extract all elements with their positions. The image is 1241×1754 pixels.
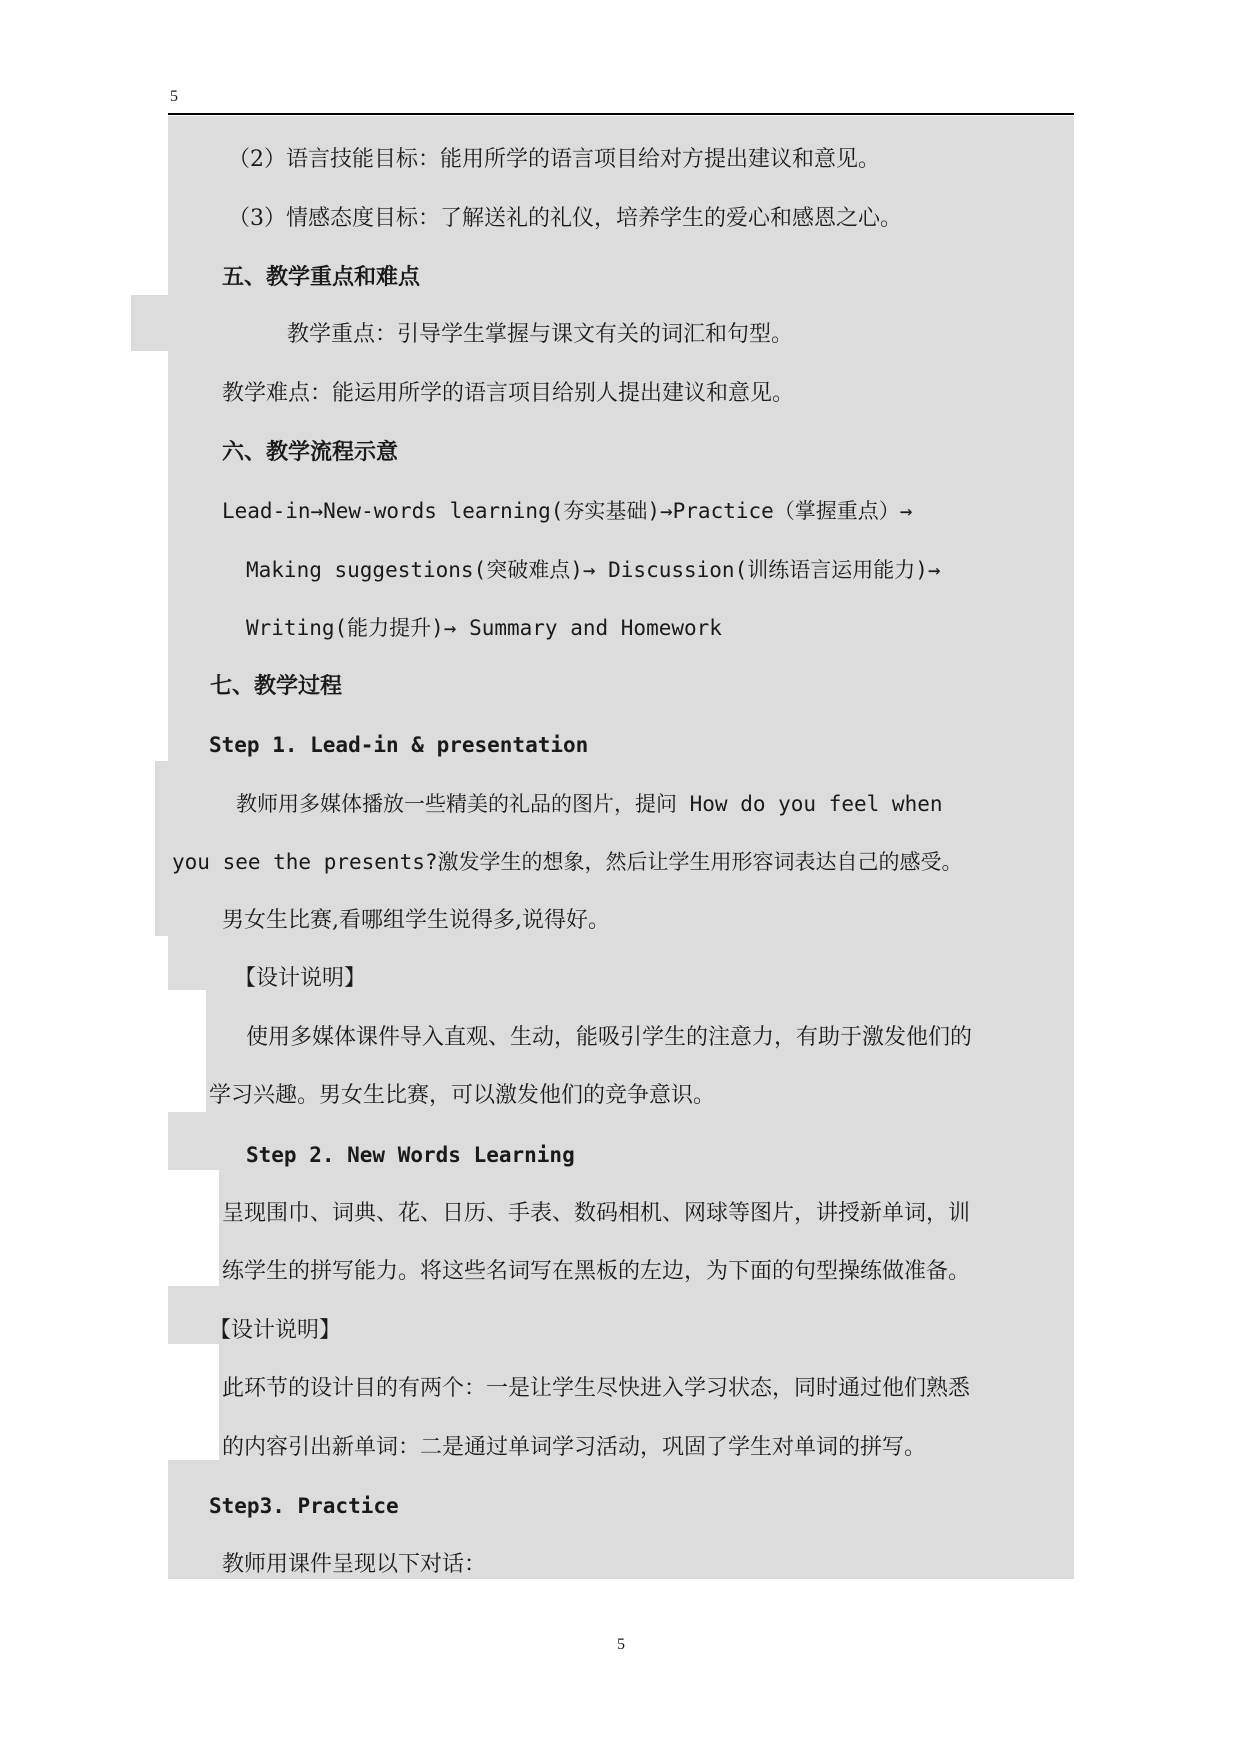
step1-paragraph-line-1: 教师用多媒体播放一些精美的礼品的图片，提问 How do you feel when (236, 792, 943, 816)
design-note-1-line-2: 学习兴趣。男女生比赛，可以激发他们的竞争意识。 (209, 1083, 716, 1108)
step2-paragraph-line-2: 练学生的拼写能力。将这些名词写在黑板的左边，为下面的句型操练做准备。 (222, 1259, 971, 1284)
step1-title: Step 1. Lead-in & presentation (209, 733, 589, 757)
header-rule (168, 113, 1074, 115)
flow-line-2: Making suggestions(突破难点)→ Discussion(训练语言运用能力)→ (246, 558, 941, 582)
design-note-heading-1: 【设计说明】 (234, 966, 367, 991)
section-heading-6: 六、教学流程示意 (222, 439, 399, 465)
objective-emotion: （3）情感态度目标：了解送礼的礼仪，培养学生的爱心和感恩之心。 (228, 206, 902, 231)
section-heading-5: 五、教学重点和难点 (222, 264, 421, 290)
design-note-2-line-1: 此环节的设计目的有两个：一是让学生尽快进入学习状态，同时通过他们熟悉 (222, 1376, 971, 1401)
step3-title: Step3. Practice (209, 1494, 399, 1518)
step3-paragraph-line-1: 教师用课件呈现以下对话： (222, 1552, 487, 1577)
design-note-2-line-2: 的内容引出新单词：二是通过单词学习活动，巩固了学生对单词的拼写。 (222, 1435, 927, 1460)
step1-paragraph-line-3: 男女生比赛,看哪组学生说得多,说得好。 (222, 908, 610, 933)
header-page-number: 5 (170, 88, 178, 105)
section-heading-7: 七、教学过程 (210, 673, 343, 699)
design-note-1-line-1: 使用多媒体课件导入直观、生动，能吸引学生的注意力，有助于激发他们的 (246, 1025, 973, 1050)
objective-language-skill: （2）语言技能目标：能用所学的语言项目给对方提出建议和意见。 (228, 147, 880, 172)
key-point-text: 教学重点：引导学生掌握与课文有关的词汇和句型。 (287, 322, 794, 347)
flow-line-3: Writing(能力提升)→ Summary and Homework (246, 616, 722, 640)
step2-title: Step 2. New Words Learning (246, 1143, 575, 1167)
design-note-heading-2: 【设计说明】 (209, 1318, 342, 1343)
difficult-point-text: 教学难点：能运用所学的语言项目给别人提出建议和意见。 (222, 381, 795, 406)
flow-line-1: Lead-in→New-words learning(夯实基础)→Practice（掌握重点）→ (222, 499, 913, 523)
footer-page-number: 5 (617, 1636, 625, 1653)
step2-paragraph-line-1: 呈现围巾、词典、花、日历、手表、数码相机、网球等图片，讲授新单词，训 (222, 1201, 971, 1226)
step1-paragraph-line-2: you see the presents?激发学生的想象，然后让学生用形容词表达自己的感受。 (172, 850, 963, 874)
